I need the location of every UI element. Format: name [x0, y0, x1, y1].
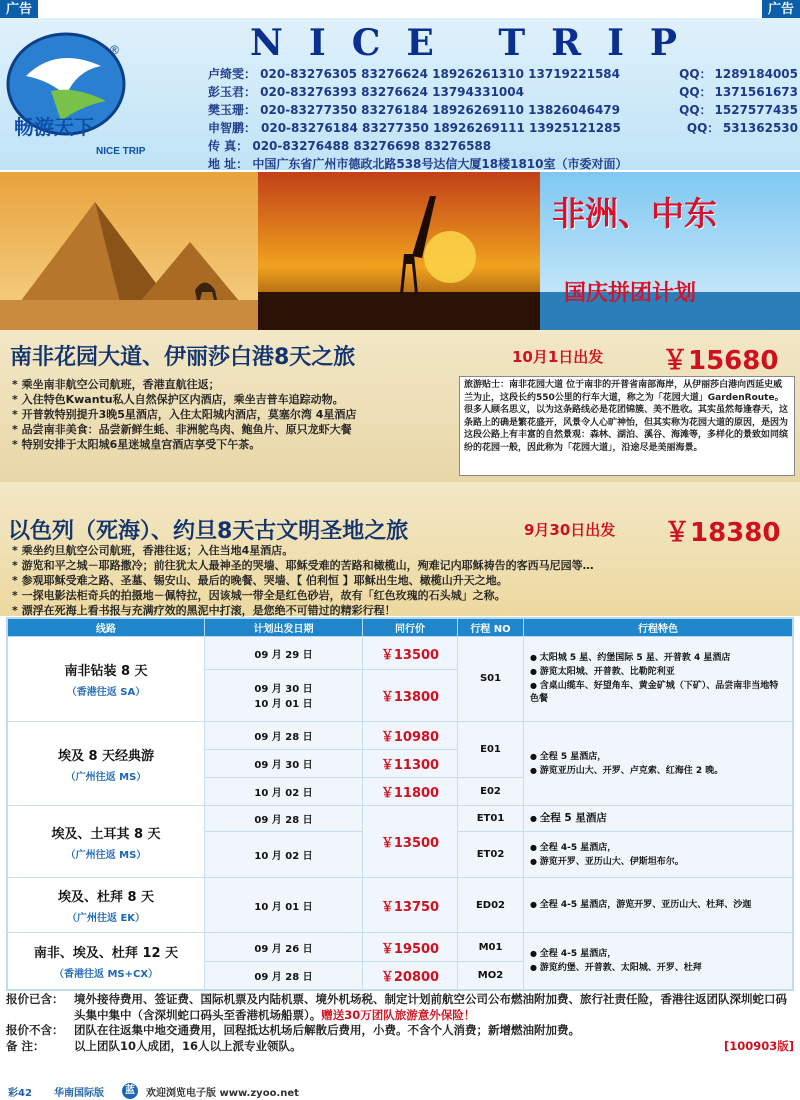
qq-number: 1289184005 — [714, 67, 798, 81]
feature-item: ● 全程 4-5 星酒店， — [530, 947, 786, 961]
feature-item: ● 含桌山缆车、好望角车、黄金矿城（下矿）、品尝南非当地特色餐 — [530, 679, 786, 706]
route-name-cell: 南非钻装 8 天 （香港往返 SA） — [8, 637, 205, 722]
feature-item: ● 全程 4-5 星酒店，游览开罗、亚历山大、杜拜、沙迦 — [530, 898, 786, 912]
remark-text: 以上团队10人成团，16人以上派专业领队。 — [74, 1038, 302, 1053]
date-cell: 10 月 01 日 — [205, 878, 363, 933]
page-number: 彩42 — [8, 1088, 32, 1099]
contact-phones: 020-83276184 83277350 18926269111 13925121285 — [261, 121, 621, 135]
code-cell: E02 — [458, 778, 524, 806]
version-tag: [100903版] — [723, 1038, 794, 1053]
col-header-price: 同行价 — [363, 619, 458, 637]
table-row — [8, 637, 793, 670]
features-cell — [524, 721, 793, 806]
date-cell: 09 月 28 日 — [205, 961, 363, 989]
fax-line: 传 真： 020-83276488 83276698 83276588 — [208, 139, 492, 153]
features-cell — [524, 831, 793, 878]
bullet-item: * 品尝南非美食：品尝新鲜生蚝、非洲鸵鸟肉、鲍鱼片、原只龙虾大餐 — [12, 423, 352, 436]
feature-item: ● 全程 5 星酒店 — [530, 812, 786, 825]
route-name-cell: 埃及、土耳其 8 天 （广州往返 MS） — [8, 806, 205, 878]
contact-row — [208, 83, 798, 101]
table-row — [8, 878, 793, 933]
route-price: ￥18380 — [664, 518, 781, 548]
site-link[interactable]: 欢迎浏览电子版 www.zyoo.net — [146, 1088, 299, 1099]
bullet-item: * 漂浮在死海上看书报与充满疗效的黑泥中打滚，是您绝不可错过的精彩行程！ — [12, 604, 396, 617]
date-cell: 09 月 26 日 — [205, 933, 363, 961]
qq-label: QQ： — [686, 121, 720, 135]
tour-table — [6, 617, 794, 991]
contact-name: 彭玉君： — [208, 85, 257, 99]
code-cell: ET02 — [458, 831, 524, 878]
route-bullets — [12, 377, 356, 452]
insurance-gift: 赠送30万团队旅游意外保险！ — [321, 1007, 476, 1022]
route-title: 南非花园大道、伊丽莎白港8天之旅 — [10, 345, 356, 370]
excluded-line — [0, 1023, 800, 1039]
price-cell: ￥13500 — [363, 806, 458, 878]
route-price: ￥15680 — [662, 346, 779, 376]
col-header-date: 计划出发日期 — [205, 619, 363, 637]
qq-number: 531362530 — [722, 121, 798, 135]
contact-phones: 020-83276305 83276624 18926261310 13719221584 — [260, 67, 620, 81]
qq-label: QQ： — [679, 67, 712, 81]
date-cell: 09 月 29 日 — [205, 637, 363, 670]
edition-badge: 蓝 — [122, 1083, 138, 1099]
departure-date: 9月30日出发 — [524, 521, 616, 539]
contact-block — [208, 65, 798, 173]
code-cell: ET01 — [458, 806, 524, 831]
included-text: 境外接待费用、签证费、国际机票及内陆机票、境外机场税、制定计划前航空公司公布燃油附加费、旅行社责任险，香港往返团队深圳蛇口码头集中集中（含深圳蛇口码头至香港机场船票）。 — [74, 992, 787, 1022]
features-cell — [524, 637, 793, 722]
date-cell: 10 月 02 日 — [205, 831, 363, 878]
contact-name: 樊玉珊： — [208, 103, 257, 117]
feature-item: ● 全程 5 星酒店， — [530, 750, 786, 764]
price-cell: ￥11800 — [363, 778, 458, 806]
bullet-item: * 乘坐南非航空公司航班，香港直航往返； — [12, 378, 220, 391]
price-notes — [0, 992, 800, 1082]
date-cell: 10 月 02 日 — [205, 778, 363, 806]
edition-label: 华南国际版 — [54, 1088, 104, 1099]
bullet-item: * 参观耶稣受难之路、圣墓、锡安山、最后的晚餐、哭墙、【 伯利恒 】耶稣出生地、橄榄山升天之地。 — [12, 574, 508, 587]
feature-item: ● 全程 4-5 星酒店， — [530, 841, 786, 855]
price-cell: ￥20800 — [363, 961, 458, 989]
price-cell: ￥19500 — [363, 933, 458, 961]
company-logo — [6, 26, 196, 160]
route-bullets — [12, 543, 594, 618]
excluded-text: 团队在往返集中地交通费用，回程抵达机场后解散后费用，小费。不含个人消费；新增燃油附加费。 — [74, 1023, 580, 1037]
contact-phones: 020-83277350 83276184 18926269110 13826046479 — [260, 103, 620, 117]
logo-registered-mark: ® — [110, 43, 119, 57]
qq-label: QQ： — [679, 103, 712, 117]
page-footer — [0, 1082, 800, 1100]
code-cell: S01 — [458, 637, 524, 722]
brand-title: NICE TRIP — [250, 22, 703, 64]
bullet-item: * 入住特色Kwantu私人自然保护区内酒店，乘坐吉普车追踪动物。 — [12, 393, 344, 406]
col-header-features: 行程特色 — [524, 619, 793, 637]
feature-item: ● 太阳城 5 星、约堡国际 5 星、开普敦 4 星酒店 — [530, 651, 786, 665]
qq-number: 1371561673 — [714, 85, 798, 99]
route-name-cell: 南非、埃及、杜拜 12 天 （香港往返 MS+CX） — [8, 933, 205, 990]
route-name-cell: 埃及 8 天经典游 （广州往返 MS） — [8, 721, 205, 806]
features-cell — [524, 933, 793, 990]
bullet-item: * 乘坐约旦航空公司航班，香港往返；入住当地4星酒店。 — [12, 544, 294, 557]
code-cell: MO2 — [458, 961, 524, 989]
feature-item: ● 游览约堡、开普敦、太阳城、开罗、杜拜 — [530, 961, 786, 975]
price-cell: ￥13500 — [363, 637, 458, 670]
features-cell — [524, 878, 793, 933]
bullet-item: * 一探电影法柜奇兵的拍摄地－佩特拉，因该城一带全是红色砂岩，故有「红色玫瑰的石头城」之称。 — [12, 589, 506, 602]
route-name-cell: 埃及、杜拜 8 天 （广州往返 EK） — [8, 878, 205, 933]
date-cell: 09 月 28 日 — [205, 721, 363, 749]
features-cell — [524, 806, 793, 831]
remark-label: 备 注： — [6, 1038, 45, 1053]
qq-label: QQ： — [679, 85, 712, 99]
bullet-item: * 游览和平之城－耶路撒冷；前往犹太人最神圣的哭墙、耶稣受难的苦路和橄榄山，殉难记内耶稣祷告的客西马尼园等… — [12, 559, 594, 572]
bullet-item: * 开普敦特别提升3晚5星酒店，入住太阳城内酒店，莫塞尔湾 4星酒店 — [12, 408, 357, 421]
table-row — [8, 806, 793, 831]
contact-row — [208, 65, 798, 83]
ad-label-right: 广告 — [762, 0, 800, 20]
contact-row — [208, 101, 798, 119]
excluded-label: 报价不含： — [6, 1023, 64, 1037]
col-header-route: 线路 — [8, 619, 205, 637]
price-cell: ￥13800 — [363, 670, 458, 722]
date-cell: 09 月 30 日 10 月 01 日 — [205, 670, 363, 722]
feature-item: ● 游览开罗、亚历山大、伊斯坦布尔。 — [530, 855, 786, 869]
tips-text: 南非花园大道 位于南非的开普省南部海岸，从伊丽莎白港向西延史威兰为止，这段长约550公里的行车大道，称之为「花园大道」GardenRoute。很多人顾名思义，以为这条路线必是花团锦簇、美不胜收。其实虽然每逢春天，这条路上的确是繁花盛开，风景令人心旷神怡，但其实称为花园大道的原因，是因为这段公路上有丰富的自然景观：森林、湖泊、溪谷、海滩等，多样化的景致如同缤纷的花园一般，因此称为「花园大道」，沿途尽是美丽海景。 — [464, 380, 789, 453]
table-row — [8, 933, 793, 961]
date-cell: 09 月 30 日 — [205, 749, 363, 777]
contact-name: 卢绮雯： — [208, 67, 257, 81]
price-cell: ￥10980 — [363, 721, 458, 749]
table-row — [8, 721, 793, 749]
route-title: 以色列（死海）、约旦8天古文明圣地之旅 — [8, 519, 409, 544]
logo-cn-text: 畅游天下 — [14, 115, 94, 139]
banner-subtitle: 国庆拼团计划 — [564, 281, 697, 306]
address-line: 地 址： 中国广东省广州市德政北路538号达信大厦18楼1810室（市委对面） — [208, 157, 628, 171]
col-header-code: 行程 NO — [458, 619, 524, 637]
bullet-item: * 特别安排于太阳城6星迷城皇宫酒店享受下午茶。 — [12, 438, 261, 451]
price-cell: ￥11300 — [363, 749, 458, 777]
qq-number: 1527577435 — [714, 103, 798, 117]
table-header-row — [8, 619, 793, 637]
tips-label: 旅游贴士： — [464, 380, 510, 390]
code-cell: M01 — [458, 933, 524, 961]
banner-title: 非洲、中东 — [552, 194, 717, 233]
feature-item: ● 游览太阳城、开普敦、比勒陀利亚 — [530, 665, 786, 679]
feature-item: ● 游览亚历山大、开罗、卢克索、红海住 2 晚。 — [530, 764, 786, 778]
code-cell: E01 — [458, 721, 524, 777]
code-cell: ED02 — [458, 878, 524, 933]
travel-tips-box — [459, 376, 795, 476]
logo-en-text: NICE TRIP — [96, 146, 146, 157]
contact-name: 申智鹏： — [208, 121, 257, 135]
price-cell: ￥13750 — [363, 878, 458, 933]
date-cell: 09 月 28 日 — [205, 806, 363, 831]
contact-phones: 020-83276393 83276624 13794331004 — [260, 85, 524, 99]
contact-row — [208, 119, 798, 137]
remark-line — [0, 1039, 800, 1055]
included-line — [0, 992, 800, 1023]
included-label: 报价已含： — [6, 992, 64, 1006]
departure-date: 10月1日出发 — [512, 348, 604, 366]
ad-label-left: 广告 — [0, 0, 38, 20]
